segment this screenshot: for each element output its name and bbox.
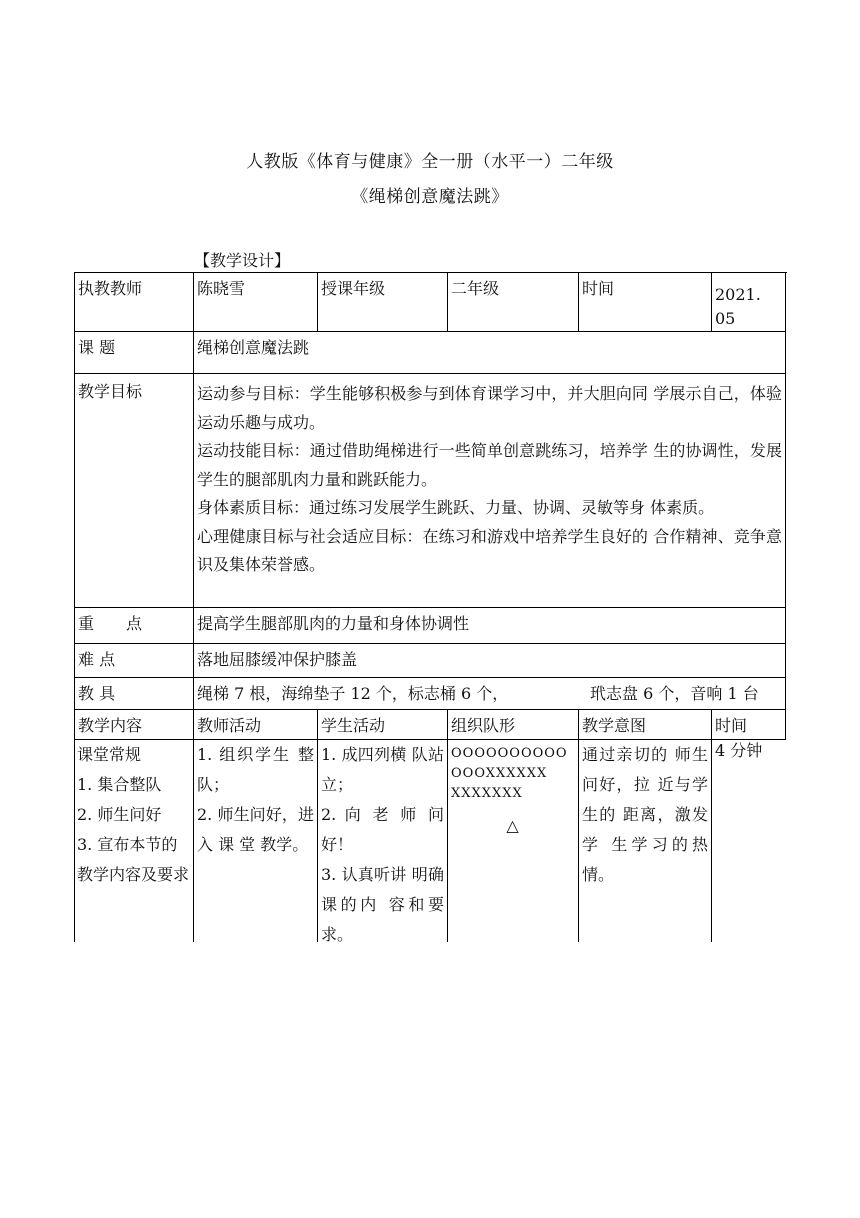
head-student: 学生活动 <box>318 710 448 740</box>
row1-student-line: 3. 认真听讲 明确课的内 容和要求。 <box>321 865 444 942</box>
formation-line: XXXXXXX <box>451 786 523 801</box>
row1-teacher <box>194 740 318 942</box>
objective-item: 运动参与目标：学生能够积极参与到体育课学习中，并大胆向同 学展示自己，体验运动乐趣与成功。 <box>197 384 782 432</box>
document-title: 人教版《体育与健康》全一册（水平一）二年级 <box>246 152 614 172</box>
section-label: 【教学设计】 <box>194 251 291 270</box>
row1-content-line: 2. 师生问好 <box>77 805 162 824</box>
teacher-label: 执教教师 <box>74 272 194 332</box>
objective-item: 心理健康目标与社会适应目标：在练习和游戏中培养学生良好的 合作精神、竞争意识及集体荣誉感。 <box>197 526 782 574</box>
equipment-cell <box>194 678 786 710</box>
head-content: 教学内容 <box>74 710 194 740</box>
row1-content-line: 3. 宣布本节的教学内容及要求 <box>77 835 190 884</box>
row1-formation <box>448 740 579 942</box>
difficulty-value: 落地屈膝缓冲保护膝盖 <box>194 644 786 678</box>
equipment-value-part1: 绳梯 7 根，海绵垫子 12 个，标志桶 6 个， <box>197 684 509 703</box>
lesson-title: 《绳梯创意魔法跳》 <box>351 187 509 207</box>
head-time: 时间 <box>712 710 786 740</box>
formation-teacher-marker: △ <box>506 816 520 835</box>
row1-content-line: 课堂常规 <box>77 745 142 764</box>
head-formation: 组织队形 <box>448 710 579 740</box>
row1-content-line: 1. 集合整队 <box>77 775 162 794</box>
time-label: 时间 <box>579 272 712 332</box>
grade-label: 授课年级 <box>318 272 448 332</box>
difficulty-label: 难 点 <box>74 644 194 678</box>
row1-student-line: 1. 成四列横 队站立； <box>321 745 444 794</box>
formation-line: OOOXXXXXX <box>451 766 548 781</box>
formation-line: OOOOOOOOOO <box>451 746 568 761</box>
topic-value: 绳梯创意魔法跳 <box>194 332 786 374</box>
teacher-value: 陈晓雪 <box>194 272 318 332</box>
row1-intent: 通过亲切的 师生问好，拉 近与学生的 距离，激发学 生学习的热 情。 <box>579 740 712 942</box>
row1-content <box>74 740 194 942</box>
equipment-value-part2: 玳志盘 6 个，音响 1 台 <box>590 684 759 703</box>
grade-value: 二年级 <box>448 272 579 332</box>
row1-teacher-line: 1. 组织学生 整队； <box>197 745 314 794</box>
row1-student <box>318 740 448 942</box>
row1-student-line: 2. 向 老 师 问好！ <box>321 805 444 854</box>
equipment-label: 教 具 <box>74 678 194 710</box>
objectives-list <box>194 374 786 608</box>
objective-item: 运动技能目标：通过借助绳梯进行一些简单创意跳练习，培养学 生的协调性，发展学生的腿部肌肉力量和跳跃能力。 <box>197 441 782 489</box>
time-value: 2021. 05 <box>712 272 786 332</box>
topic-label: 课 题 <box>74 332 194 374</box>
row1-teacher-line: 2. 师生问好，进 入 课 堂 教学。 <box>197 805 314 854</box>
objectives-label: 教学目标 <box>74 374 194 608</box>
head-teacher: 教师活动 <box>194 710 318 740</box>
head-intent: 教学意图 <box>579 710 712 740</box>
row1-time: 4 分钟 <box>715 741 763 760</box>
key-point-value: 提高学生腿部肌肉的力量和身体协调性 <box>194 608 786 644</box>
objective-item: 身体素质目标：通过练习发展学生跳跃、力量、协调、灵敏等身 体素质。 <box>197 498 715 517</box>
key-point-label: 重 点 <box>74 608 194 644</box>
